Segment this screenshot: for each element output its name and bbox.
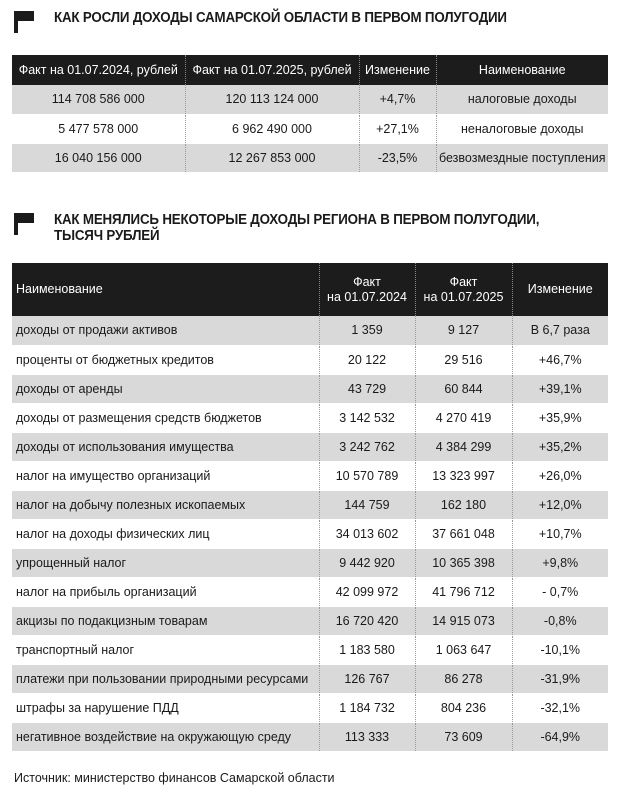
cell-fact-2025: 4 384 299 (415, 432, 512, 461)
cell-change: -31,9% (512, 664, 608, 693)
table-row (12, 722, 608, 751)
section1-title: КАК РОСЛИ ДОХОДЫ САМАРСКОЙ ОБЛАСТИ В ПЕРВОМ ПОЛУГОДИИ (54, 10, 507, 26)
cell-change: -64,9% (512, 722, 608, 751)
section2-title-line2: ТЫСЯЧ РУБЛЕЙ (54, 228, 160, 244)
cell-fact-2024: 1 184 732 (319, 693, 415, 722)
cell-name: проценты от бюджетных кредитов (12, 345, 319, 374)
section2-title-line1: КАК МЕНЯЛИСЬ НЕКОТОРЫЕ ДОХОДЫ РЕГИОНА В ПЕРВОМ ПОЛУГОДИИ, (54, 212, 540, 228)
column-header-change: Изменение (512, 263, 608, 316)
column-header-fact-2025 (415, 263, 512, 316)
cell-name: платежи при пользовании природными ресурсами (12, 664, 319, 693)
cell-fact-2025: 13 323 997 (415, 461, 512, 490)
cell-name: доходы от аренды (12, 374, 319, 403)
cell-fact-2024: 43 729 (319, 374, 415, 403)
cell-fact-2024: 34 013 602 (319, 519, 415, 548)
table-row (12, 85, 608, 114)
section2-title (54, 212, 539, 244)
table-row (12, 664, 608, 693)
cell-fact-2024: 20 122 (319, 345, 415, 374)
table-row (12, 143, 608, 172)
cell-name: акцизы по подакцизным товарам (12, 606, 319, 635)
cell-fact-2024: 16 720 420 (319, 606, 415, 635)
table-row (12, 693, 608, 722)
table-row (12, 606, 608, 635)
column-header-fact-2024: Факт на 01.07.2024, рублей (12, 55, 185, 85)
cell-fact-2025: 6 962 490 000 (185, 114, 359, 143)
cell-change: -23,5% (359, 143, 436, 172)
cell-change: -32,1% (512, 693, 608, 722)
cell-fact-2024: 42 099 972 (319, 577, 415, 606)
cell-name: доходы от использования имущества (12, 432, 319, 461)
column-header-name: Наименование (436, 55, 608, 85)
cell-fact-2025: 73 609 (415, 722, 512, 751)
cell-name: штрафы за нарушение ПДД (12, 693, 319, 722)
cell-change: +35,9% (512, 403, 608, 432)
cell-fact-2025: 4 270 419 (415, 403, 512, 432)
cell-change: В 6,7 раза (512, 316, 608, 345)
cell-name: налог на добычу полезных ископаемых (12, 490, 319, 519)
table-row (12, 114, 608, 143)
table-header-row (12, 55, 608, 85)
cell-fact-2024: 113 333 (319, 722, 415, 751)
cell-name: упрощенный налог (12, 548, 319, 577)
column-header-fact-2025-line2: на 01.07.2025 (423, 289, 504, 304)
cell-name: налог на имущество организаций (12, 461, 319, 490)
cell-change: -0,8% (512, 606, 608, 635)
cell-fact-2025: 60 844 (415, 374, 512, 403)
cell-change: +9,8% (512, 548, 608, 577)
cell-name: неналоговые доходы (436, 114, 608, 143)
column-header-fact-2025: Факт на 01.07.2025, рублей (185, 55, 359, 85)
cell-name: налоговые доходы (436, 85, 608, 114)
income-summary-table (12, 55, 608, 173)
table-row (12, 490, 608, 519)
cell-change: -10,1% (512, 635, 608, 664)
cell-change: - 0,7% (512, 577, 608, 606)
cell-name: безвозмездные поступления (436, 143, 608, 172)
cell-fact-2024: 10 570 789 (319, 461, 415, 490)
flag-icon (14, 213, 36, 235)
flag-icon (14, 11, 36, 33)
cell-fact-2024: 144 759 (319, 490, 415, 519)
table-row (12, 316, 608, 345)
cell-change: +26,0% (512, 461, 608, 490)
cell-name: негативное воздействие на окружающую среду (12, 722, 319, 751)
cell-fact-2025: 37 661 048 (415, 519, 512, 548)
column-header-fact-2024-line2: на 01.07.2024 (327, 289, 407, 304)
cell-fact-2025: 804 236 (415, 693, 512, 722)
cell-fact-2025: 41 796 712 (415, 577, 512, 606)
cell-fact-2025: 162 180 (415, 490, 512, 519)
column-header-name: Наименование (12, 263, 319, 316)
cell-fact-2024: 16 040 156 000 (12, 143, 185, 172)
column-header-fact-2025-line1: Факт (449, 274, 478, 289)
source-note: Источник: министерство финансов Самарской области (14, 771, 335, 785)
cell-fact-2024: 3 242 762 (319, 432, 415, 461)
table-row (12, 374, 608, 403)
cell-change: +46,7% (512, 345, 608, 374)
section2-heading (14, 212, 581, 244)
cell-fact-2024: 1 183 580 (319, 635, 415, 664)
cell-change: +27,1% (359, 114, 436, 143)
cell-change: +35,2% (512, 432, 608, 461)
cell-fact-2024: 9 442 920 (319, 548, 415, 577)
cell-fact-2025: 12 267 853 000 (185, 143, 359, 172)
table-row (12, 345, 608, 374)
cell-fact-2025: 10 365 398 (415, 548, 512, 577)
cell-fact-2025: 1 063 647 (415, 635, 512, 664)
cell-change: +39,1% (512, 374, 608, 403)
cell-fact-2024: 5 477 578 000 (12, 114, 185, 143)
table-row (12, 461, 608, 490)
table-row (12, 403, 608, 432)
cell-name: налог на прибыль организаций (12, 577, 319, 606)
table-row (12, 577, 608, 606)
cell-fact-2025: 120 113 124 000 (185, 85, 359, 114)
cell-change: +12,0% (512, 490, 608, 519)
cell-fact-2025: 9 127 (415, 316, 512, 345)
table-row (12, 548, 608, 577)
section1-heading (14, 10, 546, 33)
cell-change: +10,7% (512, 519, 608, 548)
cell-fact-2025: 14 915 073 (415, 606, 512, 635)
cell-fact-2024: 114 708 586 000 (12, 85, 185, 114)
column-header-change: Изменение (359, 55, 436, 85)
income-detail-table (12, 263, 608, 752)
cell-name: транспортный налог (12, 635, 319, 664)
cell-name: доходы от продажи активов (12, 316, 319, 345)
column-header-fact-2024-line1: Факт (353, 274, 381, 289)
table-row (12, 519, 608, 548)
cell-fact-2024: 3 142 532 (319, 403, 415, 432)
cell-fact-2024: 126 767 (319, 664, 415, 693)
cell-fact-2024: 1 359 (319, 316, 415, 345)
cell-fact-2025: 86 278 (415, 664, 512, 693)
table-row (12, 635, 608, 664)
column-header-fact-2024 (319, 263, 415, 316)
cell-fact-2025: 29 516 (415, 345, 512, 374)
cell-name: налог на доходы физических лиц (12, 519, 319, 548)
cell-name: доходы от размещения средств бюджетов (12, 403, 319, 432)
table-header-row (12, 263, 608, 316)
cell-change: +4,7% (359, 85, 436, 114)
table-row (12, 432, 608, 461)
